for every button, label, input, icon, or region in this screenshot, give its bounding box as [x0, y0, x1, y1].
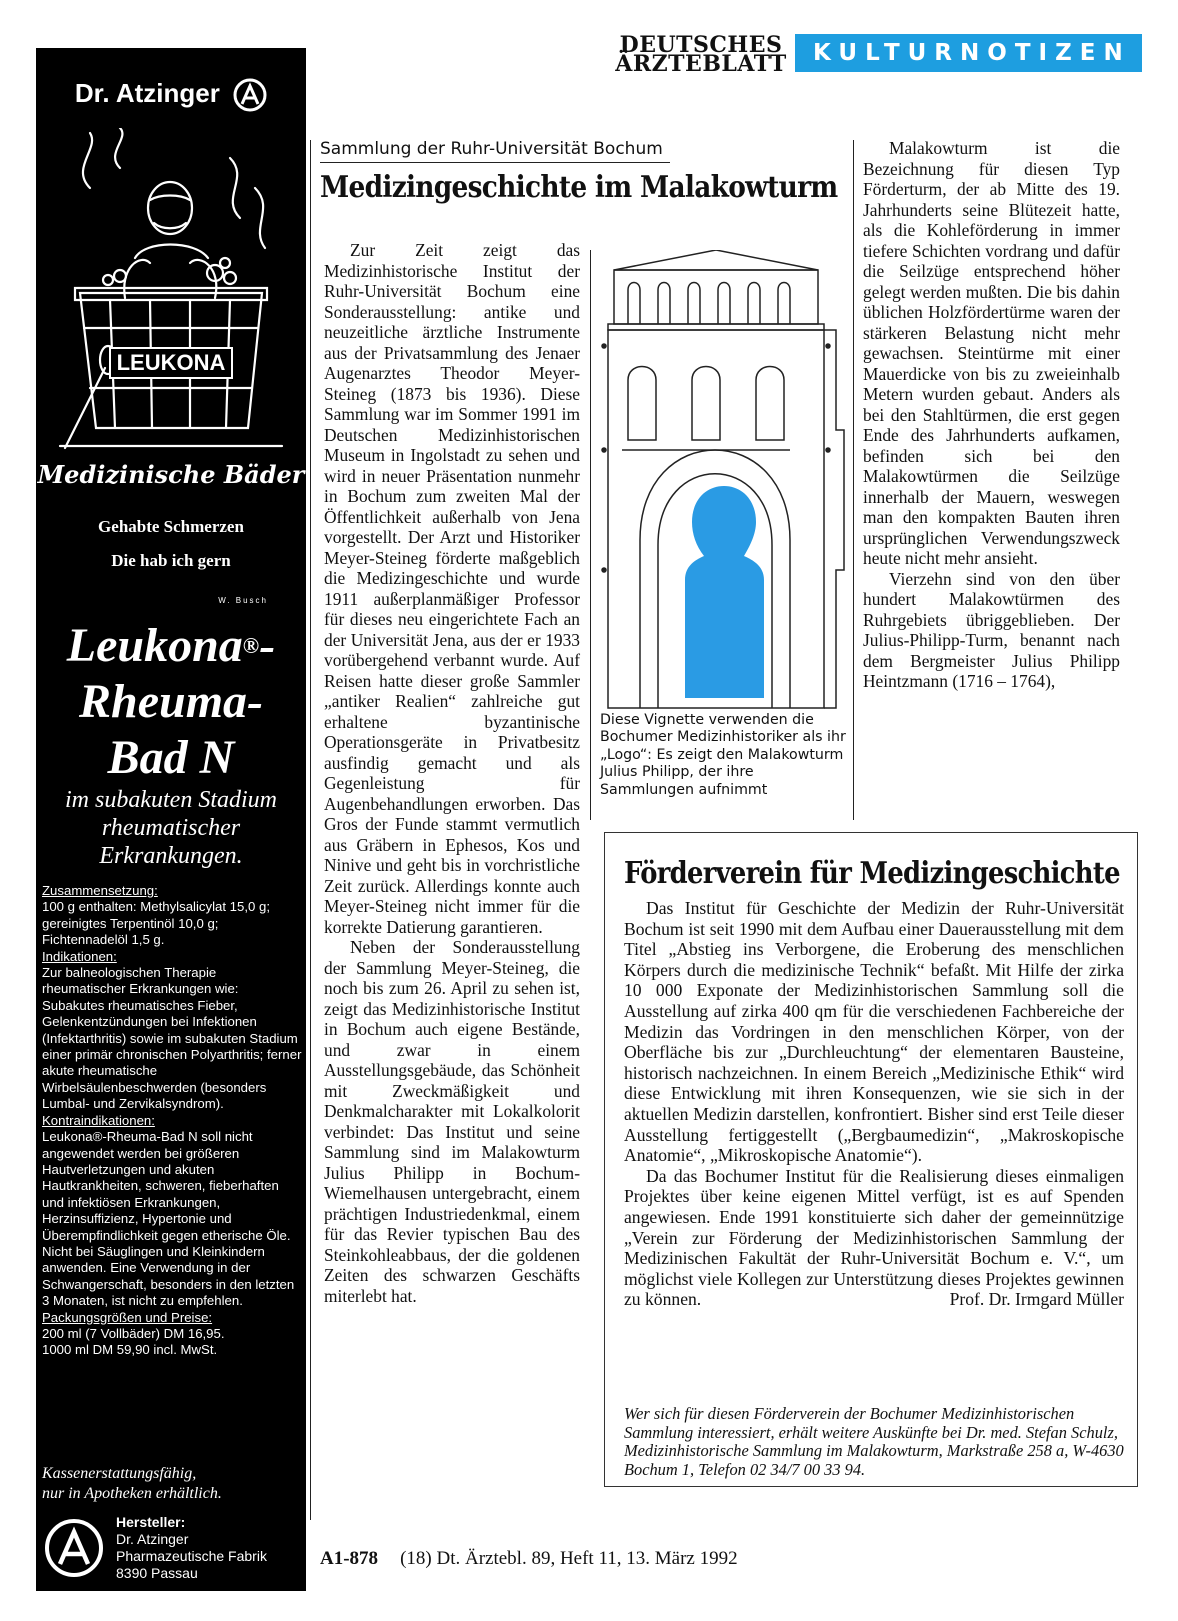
ad-manufacturer [42, 1514, 302, 1584]
ad-brand [36, 78, 306, 112]
article-column-right [863, 138, 1120, 692]
tub-label: LEUKONA [116, 350, 226, 375]
author-signature: Prof. Dr. Irmgard Müller [949, 1289, 1124, 1310]
info-box-paragraph [624, 1166, 1124, 1310]
product-line-2: Rheuma- [78, 675, 264, 728]
ad-rhyme-line-2: Die hab ich gern [111, 551, 231, 570]
column-rule-right [853, 140, 854, 820]
maker-line-2: Pharmazeutische Fabrik [116, 1548, 267, 1564]
info-box-paragraph: Das Institut für Geschichte der Medizin der Ruhr-Universität Bochum ist seit 1990 mit dem Aufbau einer Dauerausstellung mit dem Titel „Abstieg ins Verborgene, die Eroberung des menschlichen Körpers durch die medizinische Technik“ befaßt. Mit Hilfe der zirka 10 000 Exponate der Medizinhistorischen Sammlung soll die Ausstellung auf zirka 400 qm für die verschiedenen Fachbereiche der Medizin das Vordringen in den menschlichen Körper, von der Oberfläche bis zur „Durchleuchtung“ der elementaren Bausteine, historisch nachzeichnen. In einem Bereich „Medizinische Ethik“ wird diese Entwicklung mit ihren Konsequenzen, wie sie sich in der aktuellen Medizin darstellen, konfrontiert. Bisher sind erst Teile dieser Ausstellung fertiggestellt („Bergbaumedizin“, „Makroskopische Anatomie“, „Mikroskopische Anatomie“). [624, 898, 1124, 1166]
indication-line-1: im subakuten Stadium [65, 787, 277, 813]
article-paragraph: Malakowturm ist die Bezeichnung für diesen Typ Förderturm, der ab Mitte des 19. Jahrhunderts seine Blütezeit hatte, als die Kohleförderung in immer tiefere Schichten vordrang und dafür die Seilzüge entsprechend höher gelegt werden mußten. Die bis dahin üblichen Holzfördertürme waren der stärkeren Belastung nicht mehr gewachsen. Steintürme mit einer Mauerdicke von bis zu zweieinhalb Metern wurden gebaut. Anders als bei den Stahltürmen, die erst gegen Ende des Jahrhunderts aufkamen, befinden sich bei den Malakowtürmen die Seilzüge innerhalb der Mauern, weswegen man den kompakten Bauten ihren ursprünglichen Verwendungszweck heute nicht mehr ansieht. [863, 138, 1120, 568]
composition-heading: Zusammensetzung: [42, 883, 158, 898]
product-line-1: Leukona [66, 619, 243, 672]
citation: (18) Dt. Ärztebl. 89, Heft 11, 13. März 1992 [400, 1548, 738, 1569]
atzinger-logo-icon [233, 78, 267, 112]
contraindications-heading: Kontraindikationen: [42, 1112, 155, 1128]
composition-text: 100 g enthalten: Methylsalicylat 15,0 g; gereinigtes Terpentinöl 10,0 g; Fichtennadelöl 1,5 g. [42, 899, 270, 948]
article-column-left [324, 240, 580, 1306]
registered-mark: ® [242, 633, 260, 658]
article-paragraph: Zur Zeit zeigt das Medizinhistorische Institut der Ruhr-Universität Bochum eine Sonderausstellung: antike und neuzeitliche ärztliche Instrumente aus der Privatsammlung des Jenaer Augenarztes Theodor Meyer-Steineg (1873 bis 1936). Diese Sammlung war im Sommer 1991 im Deutschen Medizinhistorischen Museum in Ingolstadt zu sehen und wird in neuer Präsentation nunmehr in Bochum zum zweiten Mal der Öffentlichkeit außerhalb von Jena vorgestellt. Der Arzt und Historiker Meyer-Steineg förderte maßgeblich die Medizingeschichte und wurde 1911 außerplanmäßiger Professor für dieses neu eingerichtete Fach an der Universität Jena, aus der er 1933 vorübergehend verbannt wurde. Auf Reisen hatte dieser große Sammler „antiker Realien“ zahlreiche gut erhaltene byzantinische Operationsgeräte in Privatbesitz ausfindig gemacht und als Gegenleistung für Augenbehandlungen erworben. Das Gros der Funde stammt vermutlich aus Gräbern in Ephesos, Kos und Ninive und geht bis in vorchristliche Zeit zurück. Allerdings konnte auch Meyer-Steineg nicht immer für die korrekte Datierung garantieren. [324, 240, 580, 937]
atzinger-logo-large-icon [44, 1518, 104, 1578]
pack-1: 200 ml (7 Vollbäder) DM 16,95. [42, 1325, 225, 1341]
column-rule-middle [590, 250, 591, 820]
column-rule-left [310, 140, 311, 1520]
article-paragraph: Neben der Sonderausstellung der Sammlung Meyer-Steineg, die noch bis zum 26. April zu sehen ist, zeigt das Medizinhistorische Institut in Bochum auch eigene Bestände, und zwar in einem Ausstellungsgebäude, das Schönheit mit Zweckmäßigkeit und Denkmalcharakter mit Lokalkolorit verbindet: Das Institut und seine Sammlung sind im Malakowturm Julius Philipp in Bochum-Wiemelhausen untergebracht, einem prächtigen Industriedenkmal, einem für das Revier typischen Bau des Steinkohleabbaus, der die goldenen Zeiten des schwarzen Geschäfts miterlebt hat. [324, 937, 580, 1306]
ad-indication [36, 786, 306, 870]
masthead-line-2: ÄRZTEBLATT [615, 51, 787, 77]
pack-2: 1000 ml DM 59,90 incl. MwSt. [42, 1342, 218, 1358]
ad-rhyme-author: W. Busch [218, 596, 268, 605]
ad-tagline: Medizinische Bäder [37, 460, 305, 489]
figure-silhouette [685, 486, 764, 698]
info-box-paragraph-text: Da das Bochumer Institut für die Realisierung dieses einmaligen Projektes über keine eigenen Mittel verfügt, ist es auf Spenden angewiesen. Ende 1991 konstituierte sich daher der gemeinnützige „Verein zur Förderung der Medizinhistorischen Sammlung der Medizinischen Fakultät der Ruhr-Universität Bochum e. V.“, um möglichst viele Kollegen zur Unterstützung dieses Projektes gewinnen zu können. [624, 1165, 1124, 1310]
maker-line-1: Dr. Atzinger [116, 1531, 189, 1547]
page-footer [320, 1548, 738, 1570]
figure-caption: Diese Vignette verwenden die Bochumer Medizinhistoriker als ihr „Logo“: Es zeigt den Malakowturm Julius Philipp, der ihre Sammlungen aufnimmt [600, 712, 846, 798]
indications-text: Zur balneologischen Therapie rheumatischer Erkrankungen wie: Subakutes rheumatisches Fieber, Gelenkentzündungen bei Infektionen (Infektarthritis) sowie im subakuten Stadium einer primär chronischen Polyarthritis; ferner akute rheumatische Wirbelsäulenbeschwerden (besonders Lumbal- und Zervikalsyndrom). [42, 965, 302, 1112]
page-number: A1-878 [320, 1548, 379, 1569]
indications-heading: Indikationen: [42, 948, 117, 964]
article-kicker: Sammlung der Ruhr-Universität Bochum [320, 139, 663, 159]
indication-line-3: Erkrankungen. [99, 843, 243, 869]
bathtub-illustration [50, 128, 292, 458]
ad-product-name [36, 618, 306, 786]
info-box-title: Förderverein für Medizingeschichte [624, 856, 1120, 891]
ad-rhyme-line-1: Gehabte Schmerzen [98, 517, 244, 536]
info-box-body [624, 898, 1124, 1310]
section-tag: KULTURNOTIZEN [795, 34, 1142, 72]
maker-heading: Hersteller: [116, 1514, 186, 1530]
advertisement [36, 48, 306, 1591]
contraindications-text: Leukona®-Rheuma-Bad N soll nicht angewendet werden bei größeren Hautverletzungen und akuten Hautkrankheiten, schweren, fieberhaften und infektiösen Erkrankungen, Herzinsuffizienz, Hypertonie und Überempfindlichkeit gegen etherische Öle. Nicht bei Säuglingen und Kleinkindern anwenden. Eine Verwendung in der Schwangerschaft, besonders in den letzten 3 Monaten, ist nicht zu empfehlen. [42, 1129, 295, 1309]
ad-rhyme [36, 510, 306, 578]
maker-line-3: 8390 Passau [116, 1565, 198, 1581]
info-box-contact: Wer sich für diesen Förderverein der Bochumer Medizinhistorischen Sammlung interessiert, erhält weitere Auskünfte bei Dr. med. Stefan Schulz, Medizinhistorische Sammlung im Malakowturm, Markstraße 258 a, W-4630 Bochum 1, Telefon 02 34/7 00 33 94. [624, 1404, 1124, 1479]
refund-line-1: Kassenerstattungsfähig, [42, 1465, 197, 1482]
ad-refund-note [42, 1464, 302, 1504]
refund-line-2: nur in Apotheken erhältlich. [42, 1485, 222, 1502]
packs-heading: Packungsgrößen und Preise: [42, 1309, 213, 1325]
article-paragraph: Vierzehn sind von den über hundert Malakowtürmen des Ruhrgebiets übriggeblieben. Der Julius-Philipp-Turm, benannt nach dem Bergmeister Julius Philipp Heintzmann (1716 – 1764), [863, 568, 1120, 691]
masthead-line-1: DEUTSCHES [619, 32, 783, 58]
product-line-1-dash: - [259, 619, 276, 672]
article-headline: Medizingeschichte im Malakowturm [320, 170, 838, 205]
masthead [612, 32, 790, 77]
indication-line-2: rheumatischer [101, 815, 241, 841]
kicker-underline [320, 162, 670, 163]
ad-brand-name: Dr. Atzinger [74, 78, 220, 108]
product-line-3: Bad N [107, 731, 235, 784]
ad-fine-print [42, 883, 302, 1359]
malakowturm-vignette [600, 250, 846, 710]
